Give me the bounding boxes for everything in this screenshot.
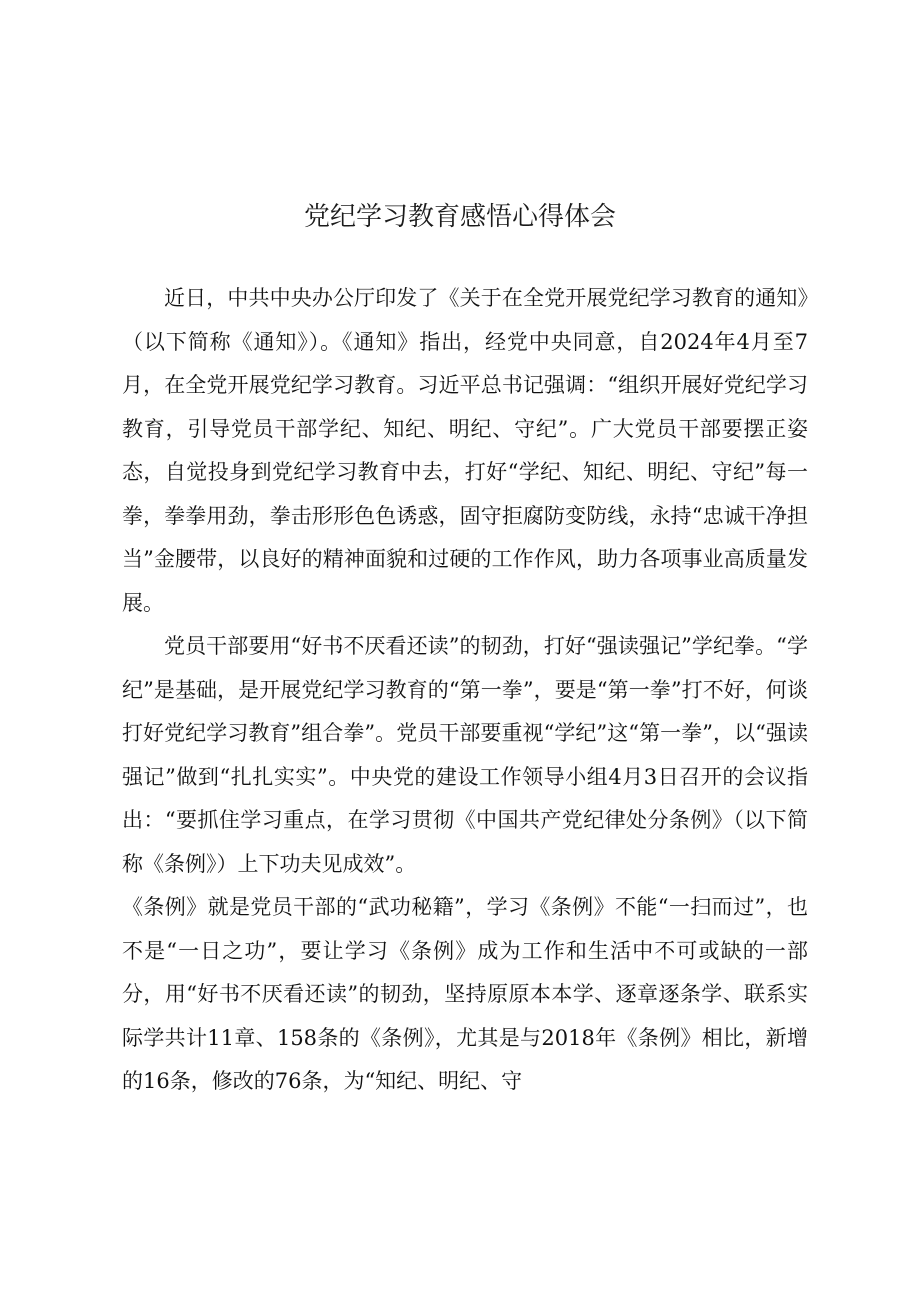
paragraph-regulations: 《条例》就是党员干部的“武功秘籍”，学习《条例》不能“一扫而过”，也不是“一日之功”，要让学习《条例》成为工作和生活中不可或缺的一部分，用“好书不厌看还读”的韧劲，坚持原原本本学、逐章逐条学、联系实际学共计11章、158条的《条例》，尤其是与2018年《条例》相比，新增的16条，修改的76条，为“知纪、明纪、守 [122,895,808,1093]
paragraph-intro: 近日，中共中央办公厅印发了《关于在全党开展党纪学习教育的通知》（以下简称《通知》）。《通知》指出，经党中央同意，自2024年4月至7月，在全党开展党纪学习教育。习近平总书记强调：“组织开展好党纪学习教育，引导党员干部学纪、知纪、明纪、守纪”。广大党员干部要摆正姿态，自觉投身到党纪学习教育中去，打好“学纪、知纪、明纪、守纪”每一拳，拳拳用劲，拳击形形色色诱惑，固守拒腐防变防线，永持“忠诚干净担当”金腰带，以良好的精神面貌和过硬的工作作风，助力各项事业高质量发展。 [122,286,808,615]
paragraph-study-discipline: 党员干部要用“好书不厌看还读”的韧劲，打好“强读强记”学纪拳。“学纪”是基础，是开展党纪学习教育的“第一拳”，要是“第一拳”打不好，何谈打好党纪学习教育”组合拳”。党员干部要重视“学纪”这“第一拳”，以“强读强记”做到“扎扎实实”。中央党的建设工作领导小组4月3日召开的会议指出：“要抓住学习重点，在学习贯彻《中国共产党纪律处分条例》（以下简称《条例》）上下功夫见成效”。 [122,634,808,876]
document-title: 党纪学习教育感悟心得体会 [303,202,616,233]
document-body [122,277,808,1104]
